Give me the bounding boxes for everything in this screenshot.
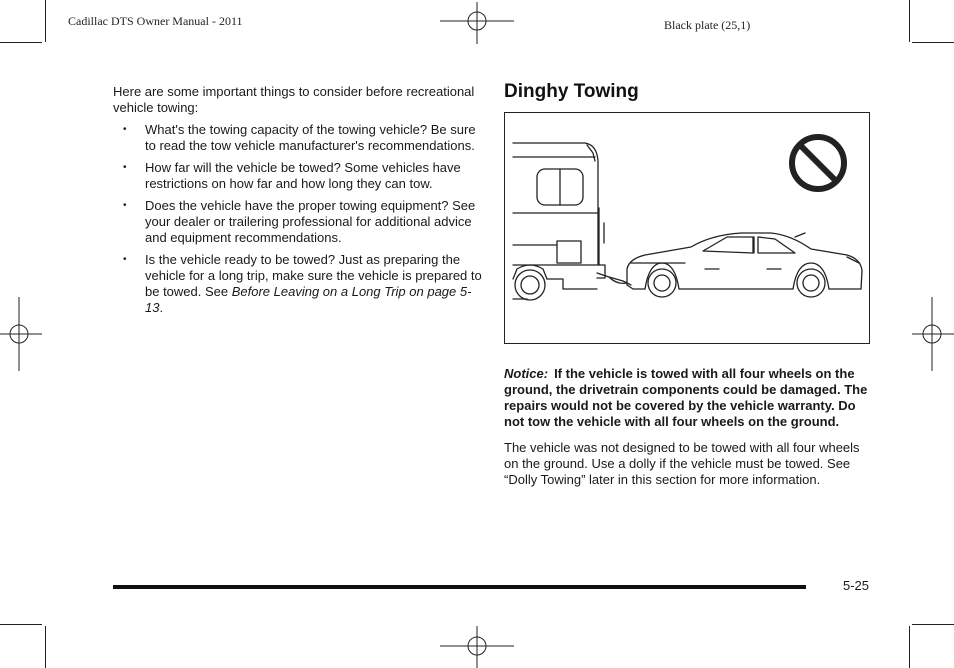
section-heading: Dinghy Towing — [504, 81, 639, 102]
right-column — [504, 80, 870, 488]
page-number: 5-25 — [843, 578, 870, 593]
left-column — [113, 84, 483, 322]
body-paragraph: The vehicle was not designed to be towed with all four wheels on the ground. Use a dolly if the vehicle must be towed. See “Dolly Towing” later in this section for more information. — [504, 440, 860, 487]
bullet-glyph: • — [123, 200, 127, 211]
list-item — [113, 198, 483, 246]
crop-mark — [909, 626, 910, 668]
motorhome-towing-car-icon — [505, 113, 869, 343]
list-item-text: How far will the vehicle be towed? Some vehicles have restrictions on how far and how long they can tow. — [145, 160, 461, 191]
intro-paragraph: Here are some important things to consider before recreational vehicle towing: — [113, 84, 475, 115]
list-item — [113, 122, 483, 154]
crop-mark — [909, 0, 910, 42]
list-item-text: Does the vehicle have the proper towing equipment? See your dealer or trailering professional for additional advice and equipment recommendations. — [145, 198, 476, 245]
crop-mark — [0, 42, 42, 43]
list-item — [113, 252, 483, 316]
cross-reference-link[interactable]: Before Leaving on a Long Trip on page 5-13 — [145, 284, 472, 315]
crop-mark — [912, 624, 954, 625]
list-item-text: What's the towing capacity of the towing vehicle? Be sure to read the tow vehicle manufacturer's recommendations. — [145, 122, 476, 153]
notice-label: Notice: — [504, 366, 549, 381]
bullet-glyph: • — [123, 124, 127, 135]
crop-mark — [45, 626, 46, 668]
list-item-end: . — [159, 300, 164, 315]
bullet-glyph: • — [123, 254, 127, 265]
consideration-list — [113, 122, 483, 316]
list-item — [113, 160, 483, 192]
plate-label: Black plate (25,1) — [664, 18, 751, 32]
crop-mark — [912, 42, 954, 43]
list-item-text: Is the vehicle ready to be towed? Just as preparing the vehicle for a long trip, make sure the vehicle is prepared to be towed. See — [145, 252, 482, 299]
notice-paragraph — [504, 366, 870, 430]
bullet-glyph: • — [123, 162, 127, 173]
footer-rule — [113, 585, 806, 589]
registration-mark-top — [440, 2, 514, 44]
notice-text: If the vehicle is towed with all four wheels on the ground, the drivetrain components could be damaged. The repairs would not be covered by the vehicle warranty. Do not tow the vehicle with all four wheels on the ground. — [504, 366, 868, 429]
manual-title: Cadillac DTS Owner Manual - 2011 — [68, 14, 243, 28]
registration-mark-left — [0, 297, 42, 371]
crop-mark — [45, 0, 46, 42]
towing-illustration — [504, 112, 870, 344]
prohibited-icon — [792, 137, 844, 189]
registration-mark-right — [912, 297, 954, 371]
crop-mark — [0, 624, 42, 625]
registration-mark-bottom — [440, 626, 514, 668]
